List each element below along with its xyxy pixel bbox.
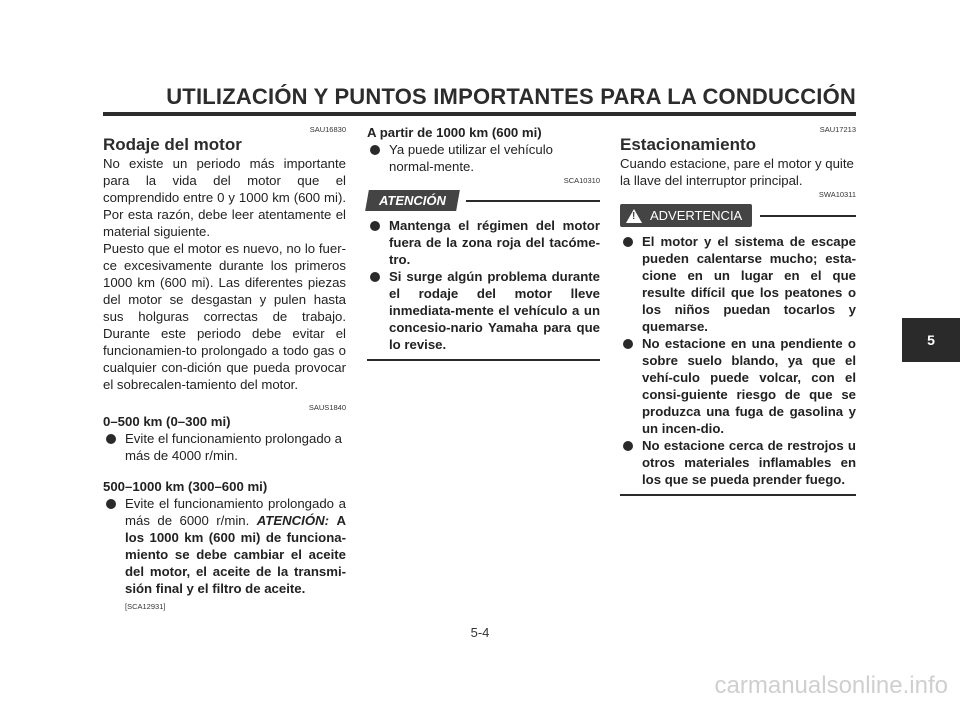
column-3 [620, 124, 856, 496]
reference-code: SAU17213 [819, 125, 856, 134]
notice-end-rule [367, 359, 600, 361]
bullet-icon [106, 434, 116, 444]
paragraph: No existe un periodo más importante para la vida del motor que el comprendido entre 0 y 1000 km (600 mi). Por esta razón, debe leer atentamente el material siguiente. [103, 156, 346, 239]
bullet-icon [370, 145, 380, 155]
attention-label: ATENCIÓN: [256, 513, 330, 528]
bullet-item [103, 495, 346, 612]
warning-item: No estacione en una pendiente o sobre suelo blando, ya que el vehí-culo puede volcar, con el consi-guiente riesgo de que se produzca una fuga de gasolina y un incen-dio. [620, 335, 856, 437]
warning-header [620, 204, 856, 227]
bullet-icon [106, 499, 116, 509]
bullet-icon [623, 339, 633, 349]
subheading: 0–500 km (0–300 mi) [103, 414, 231, 429]
warning-box [620, 204, 856, 496]
notice-rule [466, 200, 600, 202]
warning-end-rule [620, 494, 856, 496]
warning-label: ! ADVERTENCIA [620, 204, 752, 227]
reference-code: SAU16830 [309, 125, 346, 134]
bullet-item [103, 430, 346, 464]
watermark: carmanualsonline.info [714, 672, 948, 699]
page-number: 5-4 [470, 625, 490, 640]
chapter-title: UTILIZACIÓN Y PUNTOS IMPORTANTES PARA LA CONDUCCIÓN [166, 84, 856, 109]
bullet-item [367, 141, 600, 175]
column-1 [103, 124, 346, 612]
warning-item: No estacione cerca de restrojos u otros materiales inflamables en los que se pueda prender fuego. [620, 437, 856, 488]
reference-code: [SCA12931] [125, 602, 166, 611]
bullet-icon [370, 221, 380, 231]
warning-rule [760, 215, 856, 217]
subheading: 500–1000 km (300–600 mi) [103, 479, 268, 494]
paragraph: Puesto que el motor es nuevo, no lo fuer-ce excesivamente durante los primeros 1000 km (600 mi). Las diferentes piezas del motor se desgastan y pulen hasta sus holguras correctas de trabajo. Durante este periodo debe evitar el funcionamien-to prolongado a todo gas o cualquier con-dición que pueda provocar el sobrecalen-tamiento del motor. [103, 241, 346, 392]
warning-item: El motor y el sistema de escape pueden calentarse mucho; esta-cione en un lugar en el que resulte difícil que los peatones o los niños puedan tocarlos y quemarse. [620, 233, 856, 335]
reference-code: SCA10310 [563, 176, 600, 185]
notice-box [367, 190, 600, 361]
bullet-text: Evite el funcionamiento prolongado a más de 4000 r/min. [125, 431, 343, 463]
notice-header [367, 190, 600, 211]
bullet-text: Ya puede utilizar el vehículo normal-mente. [389, 142, 553, 174]
paragraph: Cuando estacione, pare el motor y quite la llave del interruptor principal. [620, 156, 854, 188]
subheading: A partir de 1000 km (600 mi) [367, 125, 542, 140]
section-title-parking: Estacionamiento [620, 135, 757, 154]
bullet-icon [370, 272, 380, 282]
reference-code: SAUS1840 [308, 403, 346, 412]
bullet-icon [623, 441, 633, 451]
chapter-tab[interactable]: 5 [902, 318, 960, 362]
notice-item: Mantenga el régimen del motor fuera de la zona roja del tacóme-tro. [367, 217, 600, 268]
warning-triangle-icon: ! [626, 209, 642, 223]
reference-code: SWA10311 [818, 190, 856, 199]
section-title-break-in: Rodaje del motor [103, 135, 242, 154]
header-rule [103, 112, 856, 116]
notice-label: ATENCIÓN [365, 190, 460, 211]
notice-item: Si surge algún problema durante el rodaje del motor lleve inmediata-mente el vehículo a un concesio-nario Yamaha para que lo revise. [367, 268, 600, 353]
bullet-icon [623, 237, 633, 247]
attention-text: A los 1000 km (600 mi) de funciona-miento se debe cambiar el aceite del motor, el aceite de la transmi-sión final y el filtro de aceite. [125, 513, 347, 596]
column-2 [367, 124, 600, 361]
bullet-text: Evite el funcionamiento prolongado a más de 6000 r/min. [125, 496, 346, 528]
